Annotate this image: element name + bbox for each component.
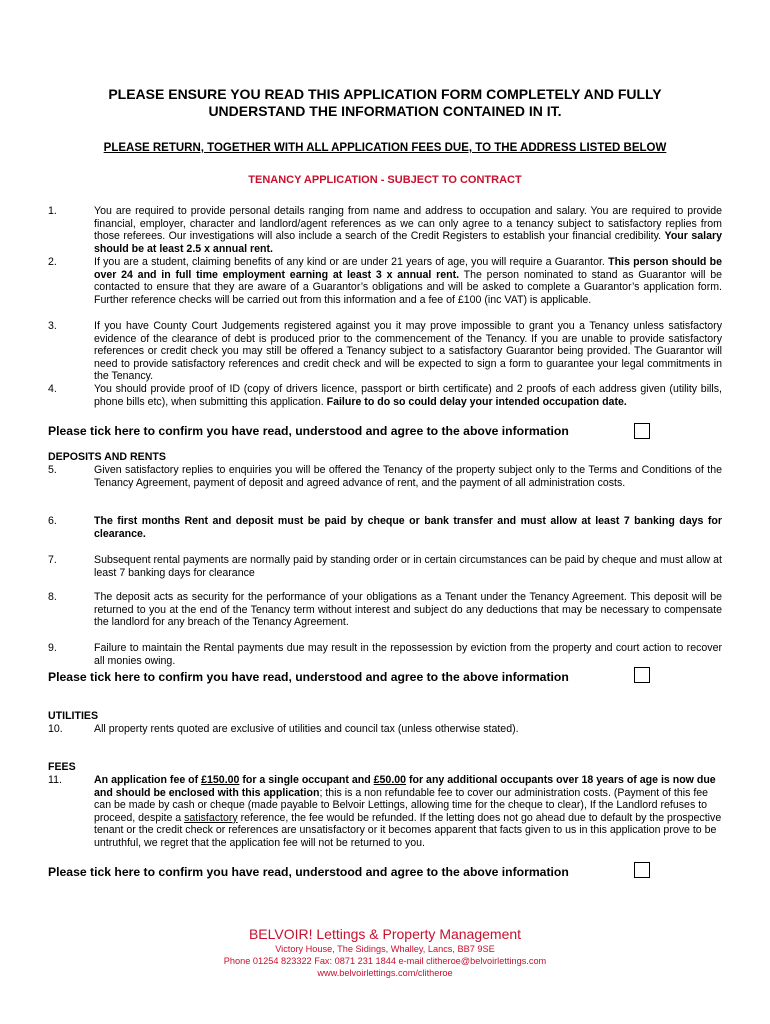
return-instruction: PLEASE RETURN, TOGETHER WITH ALL APPLICATION FEES DUE, TO THE ADDRESS LISTED BELOW: [103, 142, 667, 154]
confirm-text-3: Please tick here to confirm you have read, understood and agree to the above information: [48, 865, 569, 879]
item-bold: Failure to do so could delay your intended occupation date.: [326, 395, 627, 408]
item-bold: Your salary should be at least 2.5 x annual rent.: [94, 230, 722, 255]
deposits-heading: DEPOSITS AND RENTS: [48, 451, 166, 463]
fees-heading: FEES: [48, 761, 76, 773]
fee-text: reference, the fee would be refunded. If the letting does not go ahead due to default by the prospective tenant or the credit check or references are unsatisfactory or it becomes apparent that facts given to us in this application prove to be untruthful, we regret that the application fee will not be returned to you.: [94, 811, 722, 849]
item-bold: This person should be over 24 and in full time employment earning at least 3 x annual rent.: [94, 256, 723, 281]
item-number: 2.: [48, 256, 57, 268]
item-text: The first months Rent and deposit must be paid by cheque or bank transfer and must allow at least 7 banking days for clearance.: [94, 515, 722, 540]
item-number: 9.: [48, 642, 57, 654]
item-text: All property rents quoted are exclusive of utilities and council tax (unless otherwise stated).: [94, 723, 519, 735]
fee-text-bold: An application fee of: [94, 774, 202, 786]
item-number: 7.: [48, 554, 57, 566]
utilities-heading: UTILITIES: [48, 710, 99, 722]
confirm-checkbox-2[interactable]: [634, 667, 650, 683]
item-number: 10.: [48, 723, 63, 735]
item-text: If you have County Court Judgements registered against you it may prove impossible to grant you a Tenancy unless satisfactory evidence of the clearance of debt is produced prior to the commencement of the Tenancy. If you are unable to provide satisfactory references or credit check you may still be offered a Tenancy subject to a satisfactory Guarantor being provided. The Guarantor will need to provide satisfactory references and credit check and will be expected to sign a form to guarantee your legal commitments in the Tenancy.: [94, 320, 722, 383]
item-text: The deposit acts as security for the performance of your obligations as a Tenant under the Tenancy Agreement. This deposit will be returned to you at the end of the Tenancy term without interest and subject do any deductions that may be necessary to compensate the landlord for any breach of the Tenancy Agreement.: [94, 591, 722, 629]
item-body: You are required to provide personal details ranging from name and address to occupation and salary. You are required to provide financial, employer, character and landlord/agent references as we can only agree to a tenancy subject to satisfactory replies from those referees. Our investigations will also include a search of the Credit Registers to establish your financial credibility.: [94, 205, 722, 243]
fee-text-bold: for a single occupant and: [239, 774, 374, 786]
item-body-cont: The person nominated to stand as Guarantor will be contacted to ensure that they are aware of a Guarantor’s obligations and will be asked to complete a Guarantor’s application form. Further reference checks will be carried out from this information and a fee of £100 (inc VAT) is applicable.: [94, 268, 722, 306]
item-text: Given satisfactory replies to enquiries you will be offered the Tenancy of the property subject only to the Terms and Conditions of the Tenancy Agreement, payment of deposit and agreed advance of rent, and the payment of all administration costs.: [94, 464, 722, 489]
item-number: 4.: [48, 383, 57, 395]
title-line-1: PLEASE ENSURE YOU READ THIS APPLICATION FORM COMPLETELY AND FULLY: [108, 86, 662, 102]
item-number: 1.: [48, 205, 57, 217]
item-number: 6.: [48, 515, 57, 527]
confirm-checkbox-1[interactable]: [634, 423, 650, 439]
company-name: BELVOIR! Lettings & Property Management: [248, 926, 522, 942]
item-body: You should provide proof of ID (copy of drivers licence, passport or birth certificate) and 2 proofs of each address given (utility bills, phone bills etc), when submitting this application.: [94, 383, 722, 408]
fee-amount-additional: £50.00: [373, 774, 407, 786]
tenancy-subtitle: TENANCY APPLICATION - SUBJECT TO CONTRACT: [248, 174, 522, 186]
item-text: [94, 205, 722, 255]
item-text: [94, 774, 722, 850]
item-number: 5.: [48, 464, 57, 476]
item-text: Failure to maintain the Rental payments due may result in the repossession by eviction from the property and court action to recover all monies owing.: [94, 642, 722, 667]
company-website[interactable]: www.belvoirlettings.com/clitheroe: [317, 968, 453, 978]
item-text: [94, 383, 722, 408]
fee-text-underlined: satisfactory: [184, 811, 238, 824]
fee-text: ; this is a non refundable fee to cover our administration costs. (Payment of this fee can be made by cash or cheque (made payable to Belvoir Lettings, allowing time for the cheque to clear), If the Landlord refuses to proceed, despite a: [94, 786, 709, 824]
item-text: Subsequent rental payments are normally paid by standing order or in certain circumstances can be paid by cheque and must allow at least 7 banking days for clearance: [94, 554, 722, 579]
item-text: [94, 256, 722, 306]
item-number: 11.: [48, 774, 62, 786]
company-address: Victory House, The Sidings, Whalley, Lancs, BB7 9SE: [275, 944, 495, 954]
fee-text-bold: for any additional occupants over 18 years of age is now due and should be enclosed with this application: [94, 774, 716, 799]
page-title: [40, 86, 730, 120]
item-number: 3.: [48, 320, 57, 332]
confirm-text-2: Please tick here to confirm you have read, understood and agree to the above information: [48, 670, 569, 684]
confirm-text-1: Please tick here to confirm you have read, understood and agree to the above information: [48, 424, 569, 438]
company-contact: Phone 01254 823322 Fax: 0871 231 1844 e-mail clitheroe@belvoirlettings.com: [223, 956, 547, 966]
item-number: 8.: [48, 591, 57, 603]
confirm-checkbox-3[interactable]: [634, 862, 650, 878]
fee-amount-single: £150.00: [201, 774, 240, 786]
item-body: If you are a student, claiming benefits of any kind or are under 21 years of age, you will require a Guarantor.: [94, 256, 605, 268]
title-line-2: UNDERSTAND THE INFORMATION CONTAINED IN IT.: [208, 103, 562, 119]
